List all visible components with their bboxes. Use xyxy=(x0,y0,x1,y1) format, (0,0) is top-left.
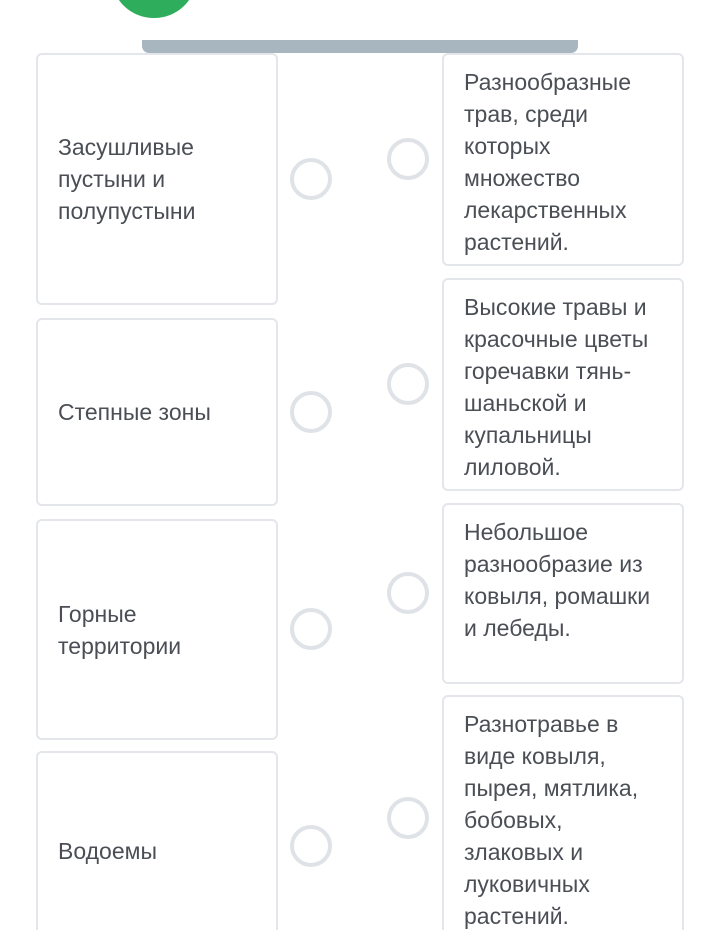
right-card-3[interactable] xyxy=(442,503,684,684)
right-card-label: Небольшое разнообразие из ковыля, ромашки и лебеды. xyxy=(464,519,651,641)
left-card-label: Водоемы xyxy=(58,838,157,864)
right-card-label: Разнотравье в виде ковыля, пырея, мятлика, бобовых, злаковых и луковичных растений. xyxy=(464,711,639,929)
left-connector-1[interactable] xyxy=(290,158,332,200)
right-connector-1[interactable] xyxy=(387,138,429,180)
right-card-1[interactable] xyxy=(442,53,684,266)
right-card-label: Разнообразные трав, среди которых множество лекарственных растений. xyxy=(464,69,632,255)
left-card-label: Горные территории xyxy=(58,600,182,659)
left-connector-3[interactable] xyxy=(290,608,332,650)
right-card-2[interactable] xyxy=(442,278,684,491)
left-connector-4[interactable] xyxy=(290,825,332,867)
right-connector-4[interactable] xyxy=(387,797,429,839)
left-card-2[interactable] xyxy=(36,318,278,506)
left-card-label: Засушливые пустыни и полупустыни xyxy=(58,134,196,224)
right-card-label: Высокие травы и красочные цветы горечавки тянь-шаньской и купальницы лиловой. xyxy=(464,294,649,480)
left-connector-2[interactable] xyxy=(290,391,332,433)
header-bar xyxy=(142,40,578,53)
right-card-4[interactable] xyxy=(442,695,684,930)
right-connector-2[interactable] xyxy=(387,363,429,405)
left-card-4[interactable] xyxy=(36,751,278,930)
left-card-1[interactable] xyxy=(36,53,278,305)
progress-indicator xyxy=(112,0,196,18)
left-card-label: Степные зоны xyxy=(58,399,211,425)
left-card-3[interactable] xyxy=(36,519,278,740)
right-connector-3[interactable] xyxy=(387,572,429,614)
